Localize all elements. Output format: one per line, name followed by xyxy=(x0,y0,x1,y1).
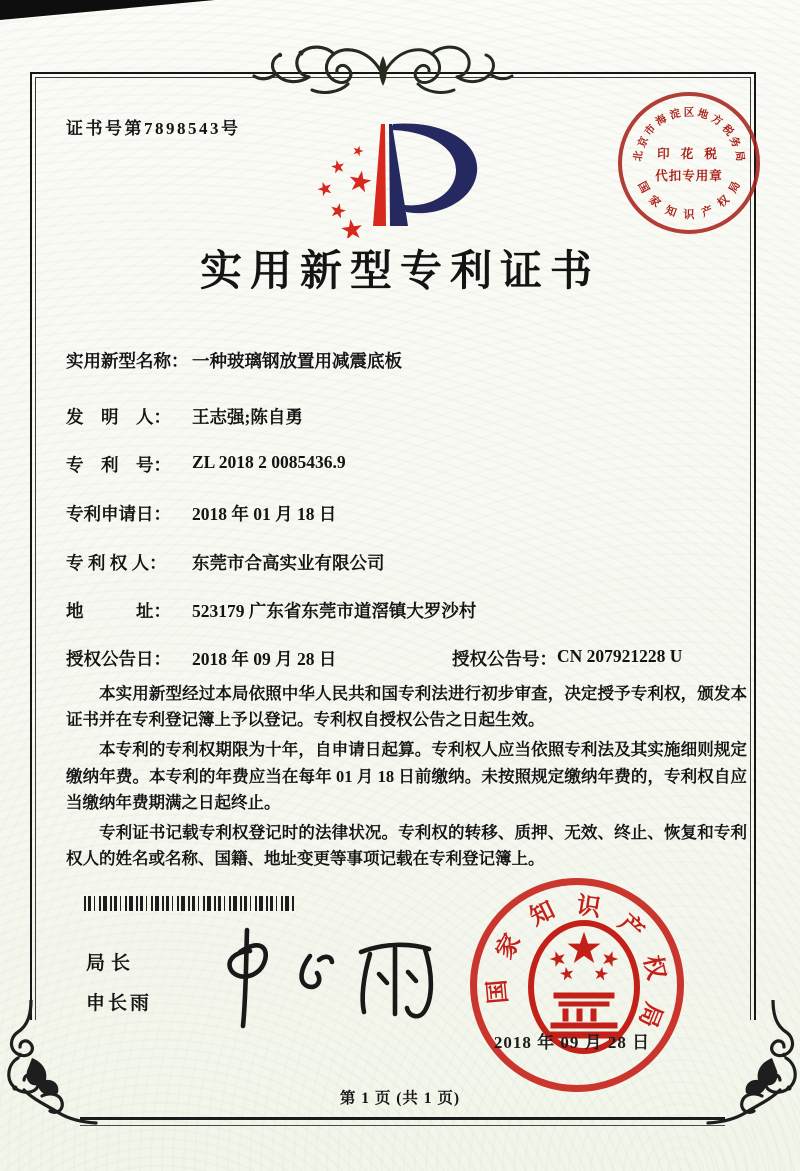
field-value: 王志强;陈自勇 xyxy=(192,407,303,427)
barcode xyxy=(84,896,294,911)
stamp-arc-character: 家 xyxy=(491,929,526,964)
page-number: 第 1 页 (共 1 页) xyxy=(339,1090,461,1107)
bottom-border-rule xyxy=(80,1117,725,1126)
field-row-address xyxy=(66,598,476,623)
field-label: 地 址： xyxy=(66,601,171,621)
field-label: 专 利 权 人： xyxy=(66,553,167,573)
handwritten-signature xyxy=(198,922,442,1032)
field-label: 专利申请日： xyxy=(66,504,171,524)
field-row-inventor xyxy=(66,404,303,429)
certificate-number: 证书号第7898543号 xyxy=(66,119,241,138)
bottom-right-flourish-icon xyxy=(706,1000,800,1128)
stamp-arc-character: 产 xyxy=(612,909,649,946)
stamp-arc-character: 务 xyxy=(727,135,742,150)
stamp-arc-character: 方 xyxy=(708,113,724,129)
stamp-arc-character: 海 xyxy=(654,113,670,129)
stamp-arc-character: 局 xyxy=(727,179,743,196)
field-row-grant-number xyxy=(452,646,682,671)
stamp-arc-character: 知 xyxy=(526,897,560,932)
cnipa-stamp xyxy=(470,878,684,1092)
stamp-arc-character: 淀 xyxy=(668,108,682,122)
signer-title: 局长 xyxy=(86,953,137,974)
stamp-arc-character: 局 xyxy=(732,150,745,162)
field-label: 专 利 号： xyxy=(66,455,171,475)
stamp-arc-character: 税 xyxy=(719,122,735,138)
tax-stamp-center-line1: 印 花 税 xyxy=(657,147,721,161)
photo-corner-shadow xyxy=(0,0,215,20)
stamp-arc-character: 北 xyxy=(633,150,646,162)
stamp-arc-character: 权 xyxy=(715,193,732,211)
signer-name: 申长雨 xyxy=(86,993,153,1014)
stamp-arc-character: 产 xyxy=(700,204,715,220)
top-dragon-ornament-icon xyxy=(252,38,514,102)
stamp-arc-character: 权 xyxy=(638,953,669,983)
field-label: 授权公告号： xyxy=(452,649,557,669)
certificate-title: 实用新型专利证书 xyxy=(199,249,600,295)
paragraph-grant-statement: 本实用新型经过本局依照中华人民共和国专利法进行初步审查，决定授予专利权，颁发本证书并在专利登记簿上予以登记。专利权自授权公告之日起生效。 xyxy=(66,684,747,730)
field-value: 523179 广东省东莞市道滘镇大罗沙村 xyxy=(192,601,477,621)
field-row-name xyxy=(66,348,402,373)
field-label: 授权公告日： xyxy=(66,649,171,669)
tax-stamp-center-line2: 代扣专用章 xyxy=(655,169,723,183)
field-row-grant-date xyxy=(66,646,336,671)
stamp-arc-character: 区 xyxy=(683,107,695,119)
field-value: 东莞市合高实业有限公司 xyxy=(192,553,385,573)
stamp-arc-character: 地 xyxy=(696,108,710,122)
field-row-patentee xyxy=(66,550,385,575)
paragraph-register-notes: 专利证书记载专利权登记时的法律状况。专利权的转移、质押、无效、终止、恢复和专利权人的姓名或名称、国籍、地址变更等事项记载在专利登记簿上。 xyxy=(66,823,747,869)
field-value: 2018 年 09 月 28 日 xyxy=(192,649,337,669)
stamp-arc-character: 国 xyxy=(635,179,651,196)
field-label: 实用新型名称： xyxy=(66,351,189,371)
stamp-date: 2018 年 09 月 28 日 xyxy=(493,1033,651,1052)
field-value: 2018 年 01 月 18 日 xyxy=(192,504,337,524)
stamp-arc-character: 京 xyxy=(636,135,651,150)
stamp-arc-character: 识 xyxy=(683,209,695,221)
paragraph-term-and-fees: 本专利的专利权期限为十年，自申请日起算。专利权人应当依照专利法及其实施细则规定缴纳年费。本专利的年费应当在每年 01 月 18 日前缴纳。未按照规定缴纳年费的，专利权自应当缴纳年费期满之日起终止。 xyxy=(66,740,747,812)
stamp-arc-character: 国 xyxy=(484,978,513,1005)
field-row-filing-date xyxy=(66,501,336,526)
legal-text-block xyxy=(66,681,747,876)
field-value: ZL 2018 2 0085436.9 xyxy=(192,452,346,472)
stamp-arc-character: 知 xyxy=(663,204,678,220)
bottom-left-flourish-icon xyxy=(2,1000,98,1128)
stamp-arc-character: 家 xyxy=(646,193,663,211)
stamp-arc-character: 识 xyxy=(574,892,603,922)
stamp-arc-character: 市 xyxy=(643,122,659,138)
tax-office-stamp xyxy=(618,92,760,234)
stamp-arc-character: 局 xyxy=(633,998,667,1031)
field-label: 发 明 人： xyxy=(66,407,171,427)
field-value: CN 207921228 U xyxy=(557,646,683,666)
patent-office-logo-icon xyxy=(286,118,512,238)
field-value: 一种玻璃钢放置用减震底板 xyxy=(192,351,402,371)
field-row-patent-no xyxy=(66,452,346,477)
